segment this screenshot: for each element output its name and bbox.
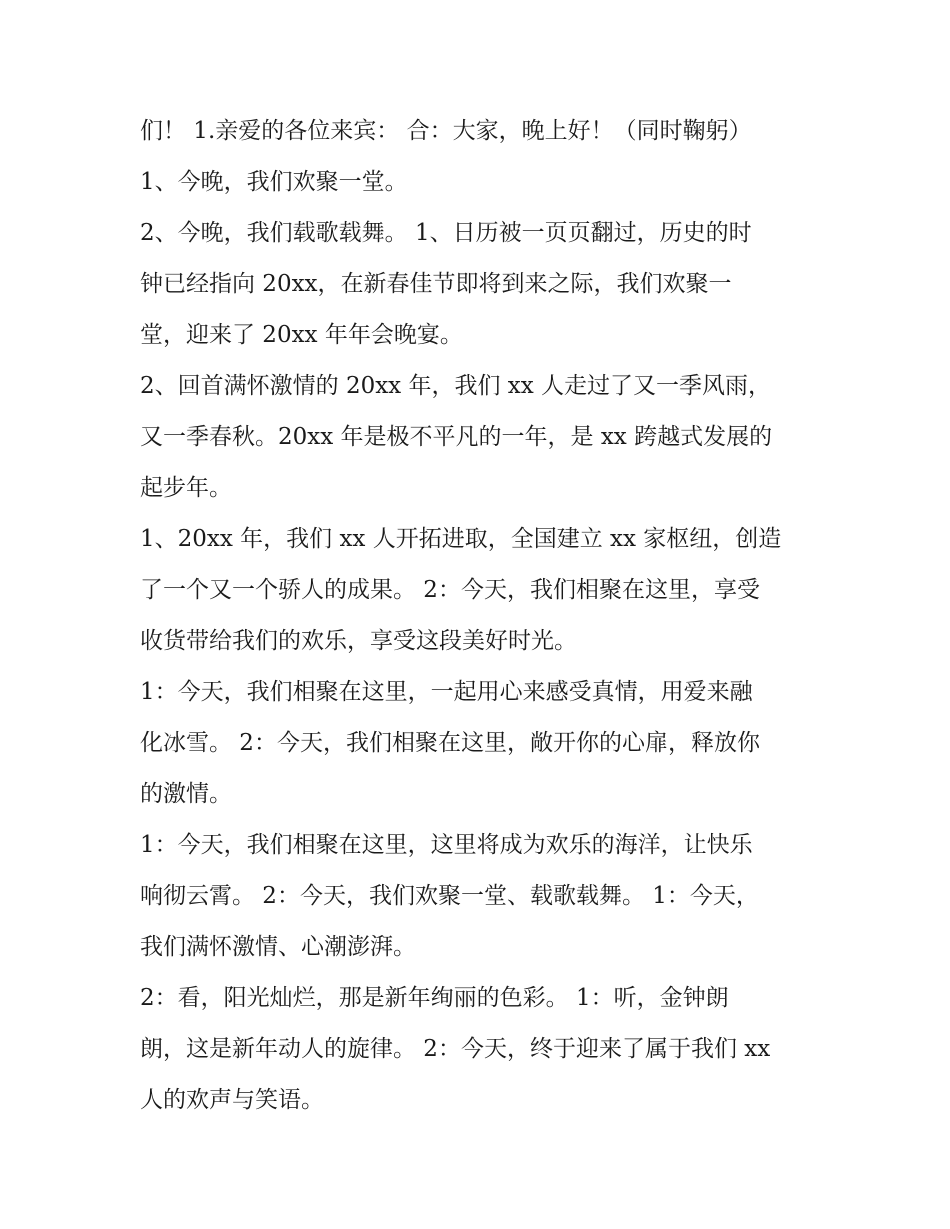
text-line: 的激情。 (140, 781, 232, 807)
text-line: 2、回首满怀激情的 20xx 年，我们 xx 人走过了又一季风雨， (140, 373, 772, 399)
text-line: 人的欢声与笑语。 (140, 1087, 324, 1113)
text-line: 堂，迎来了 20xx 年年会晚宴。 (140, 322, 463, 348)
text-line: 我们满怀激情、心潮澎湃。 (140, 934, 416, 960)
text-line: 1、今晚，我们欢聚一堂。 (140, 169, 408, 195)
text-line: 了一个又一个骄人的成果。 2：今天，我们相聚在这里，享受 (140, 577, 760, 603)
text-line: 钟已经指向 20xx，在新春佳节即将到来之际，我们欢聚一 (140, 271, 732, 297)
text-line: 们！ 1.亲爱的各位来宾： 合：大家，晚上好！（同时鞠躬） (140, 118, 752, 144)
text-line: 起步年。 (140, 475, 232, 501)
text-line: 1、20xx 年，我们 xx 人开拓进取，全国建立 xx 家枢纽，创造 (140, 526, 782, 552)
text-line: 化冰雪。 2：今天，我们相聚在这里，敞开你的心扉，释放你 (140, 730, 760, 756)
text-line: 朗，这是新年动人的旋律。 2：今天，终于迎来了属于我们 xx (140, 1036, 771, 1062)
text-line: 响彻云霄。 2：今天，我们欢聚一堂、载歌载舞。 1：今天， (140, 883, 759, 909)
text-line: 2：看，阳光灿烂，那是新年绚丽的色彩。 1：听，金钟朗 (140, 985, 729, 1011)
text-line: 又一季春秋。20xx 年是极不平凡的一年，是 xx 跨越式发展的 (140, 424, 773, 450)
text-line: 2、今晚，我们载歌载舞。 1、日历被一页页翻过，历史的时 (140, 220, 752, 246)
text-line: 1：今天，我们相聚在这里，这里将成为欢乐的海洋，让快乐 (140, 832, 753, 858)
document-body (140, 112, 820, 1119)
text-line: 收货带给我们的欢乐，享受这段美好时光。 (140, 628, 577, 654)
text-line: 1：今天，我们相聚在这里，一起用心来感受真情，用爱来融 (140, 679, 753, 705)
